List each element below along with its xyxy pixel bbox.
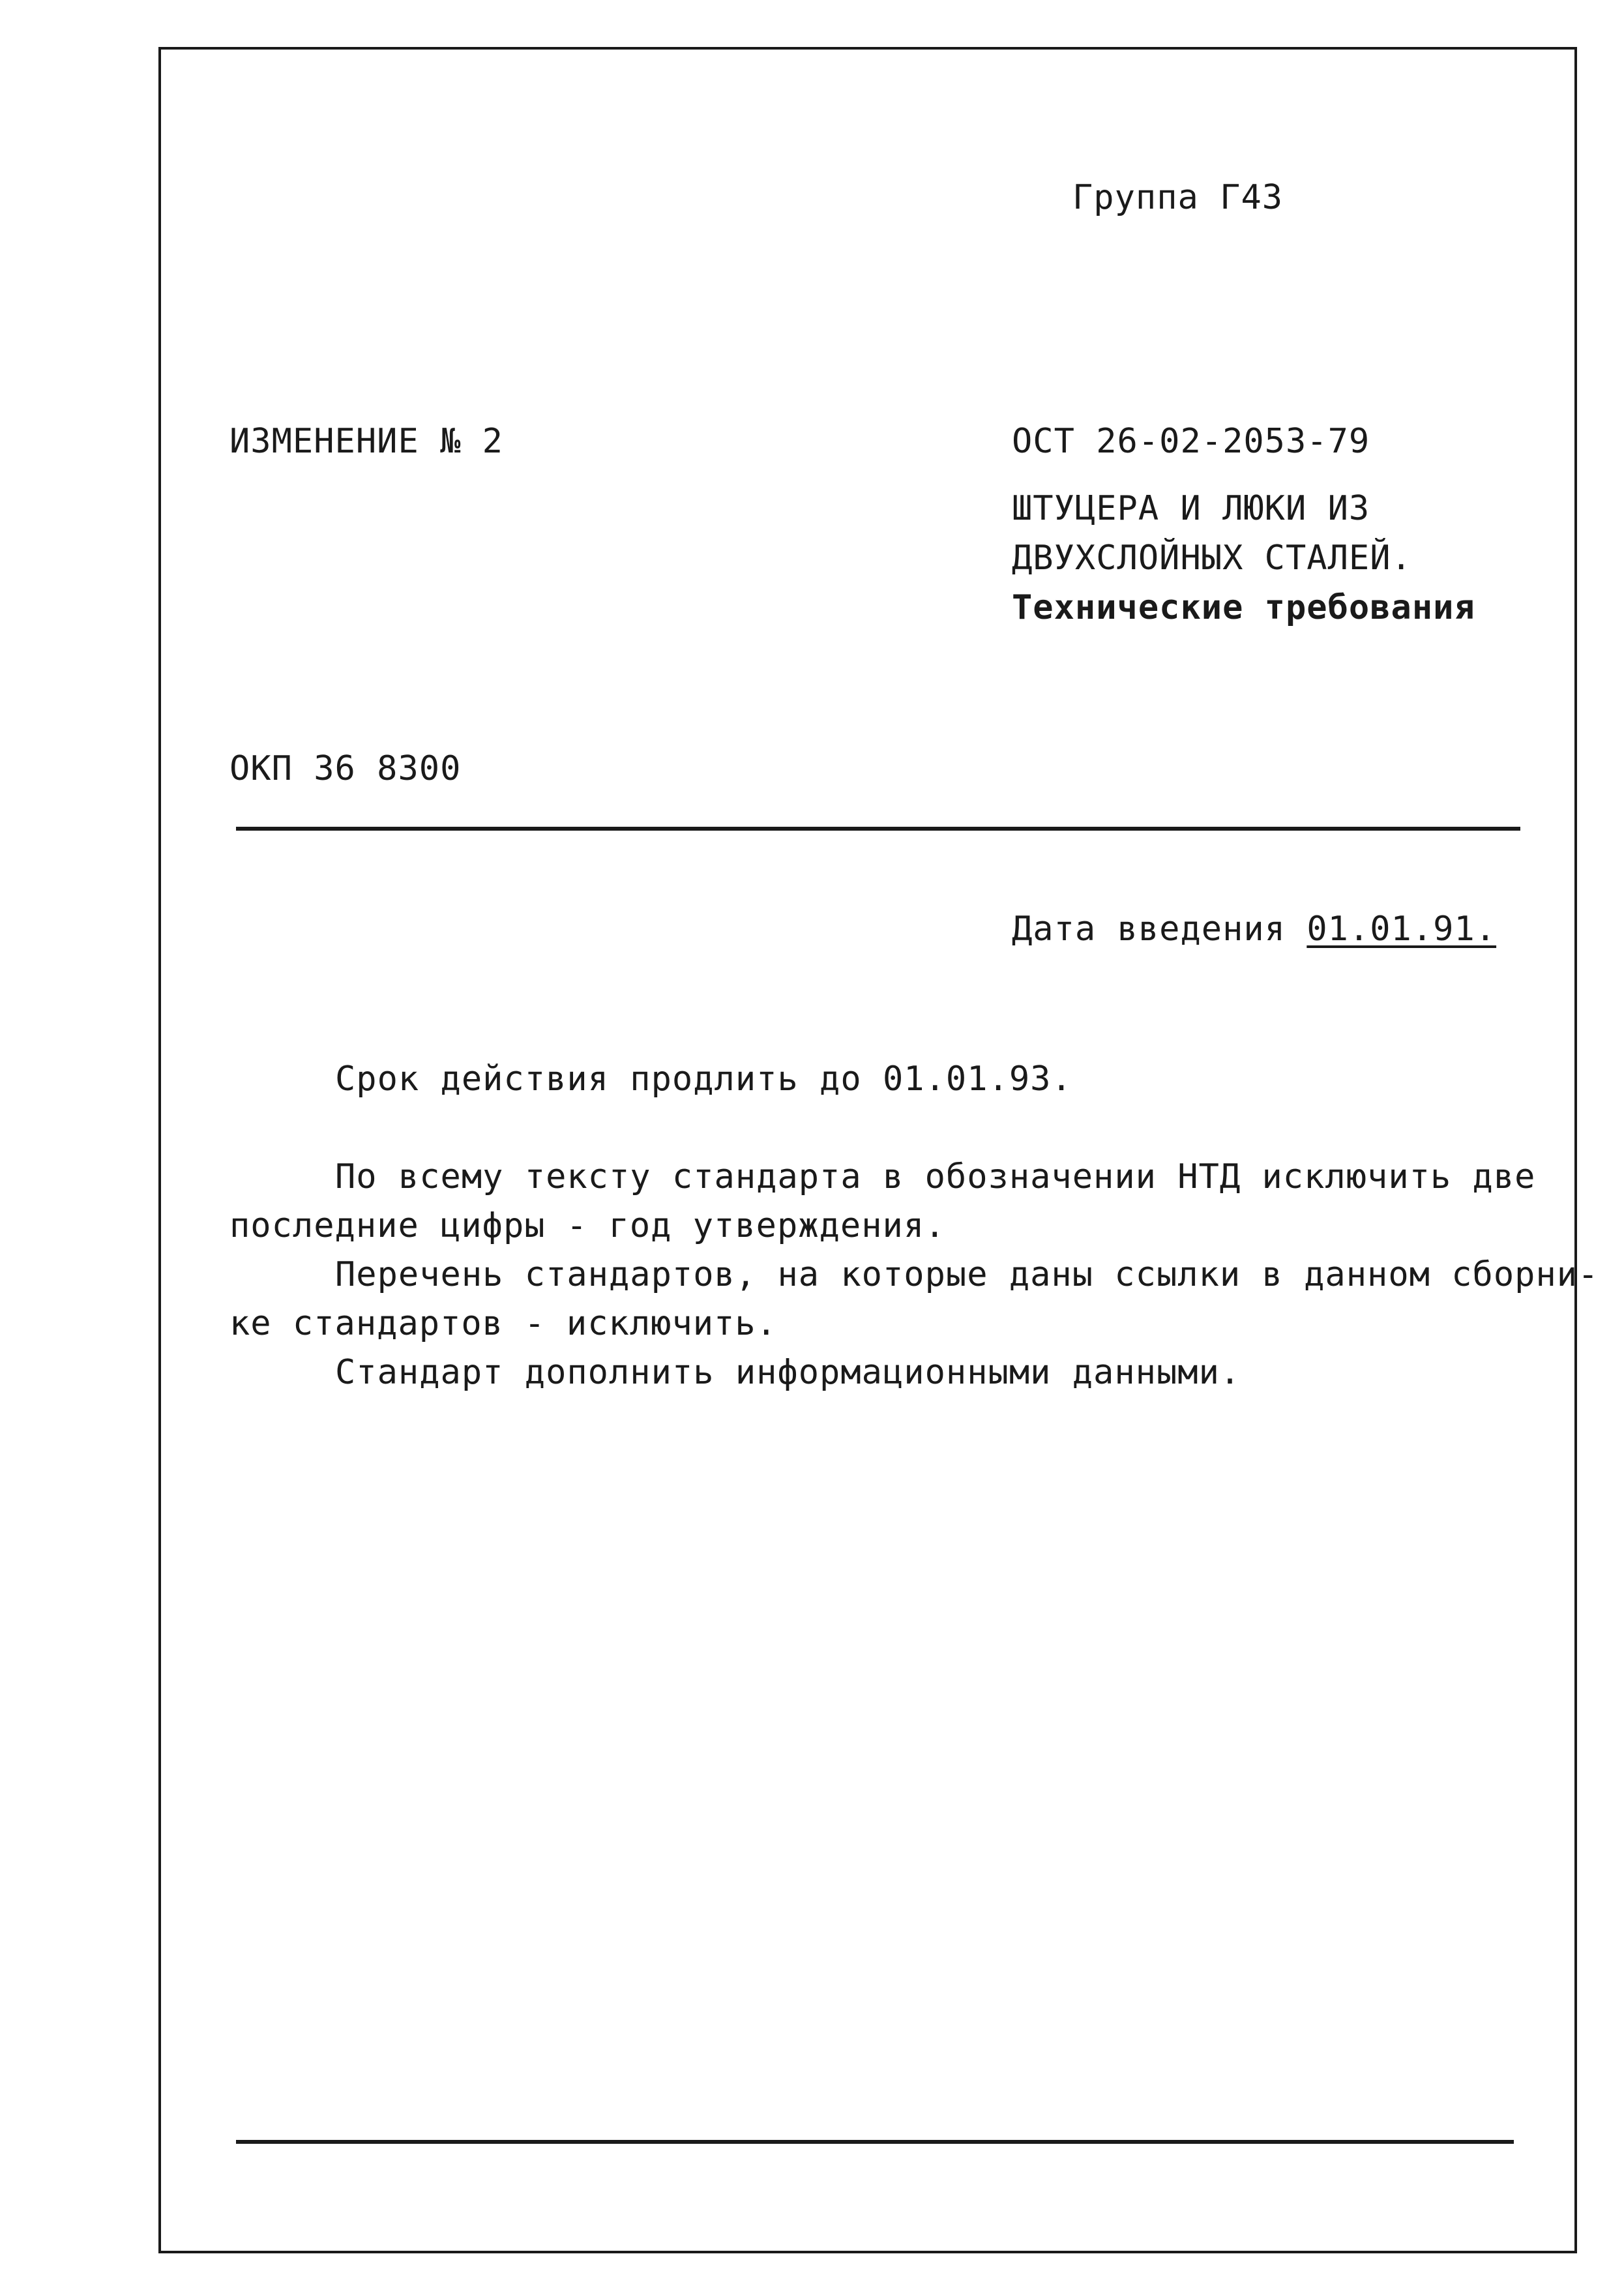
- introduction-date-label: Дата введения: [1012, 910, 1286, 949]
- title-subtitle: Технические требования: [1012, 588, 1475, 627]
- divider-bottom: [236, 2140, 1514, 2144]
- paragraph-line: Стандарт дополнить информационными данными.: [335, 1353, 1241, 1392]
- title-line: ШТУЦЕРА И ЛЮКИ ИЗ: [1012, 489, 1370, 528]
- paragraph-line: ке стандартов - исключить.: [229, 1304, 777, 1343]
- standard-code: ОСТ 26-02-2053-79: [1012, 422, 1370, 461]
- introduction-date: [1012, 909, 1496, 949]
- divider-top: [236, 827, 1520, 831]
- validity-paragraph: Срок действия продлить до 01.01.93.: [335, 1060, 1072, 1099]
- paragraph-line: последние цифры - год утверждения.: [229, 1206, 946, 1245]
- paragraph-line: По всему тексту стандарта в обозначении НТД исключить две: [335, 1157, 1536, 1196]
- paragraph-line: Перечень стандартов, на которые даны ссылки в данном сборни-: [335, 1255, 1599, 1294]
- okp-code: ОКП 36 8300: [229, 749, 462, 788]
- change-number: ИЗМЕНЕНИЕ № 2: [229, 422, 503, 461]
- change-text: [229, 1055, 1599, 1397]
- title-line: ДВУХСЛОЙНЫХ СТАЛЕЙ.: [1012, 539, 1412, 578]
- group-label: Группа Г43: [1072, 178, 1284, 217]
- standard-title: [1012, 484, 1475, 632]
- introduction-date-value: 01.01.91.: [1307, 910, 1497, 949]
